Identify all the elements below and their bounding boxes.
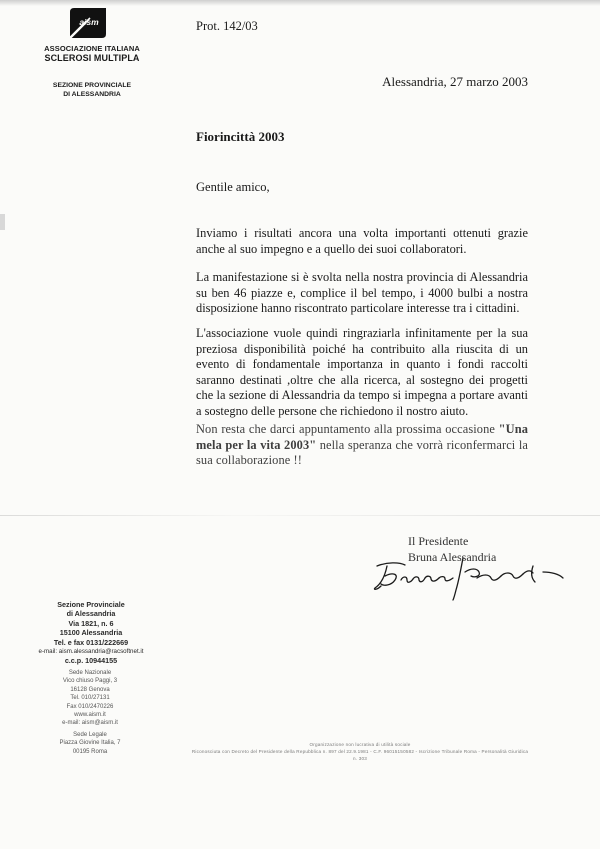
national-line-4: Tel. 010/27131 [70, 695, 110, 702]
scan-mark [0, 214, 5, 230]
address-line-1: Sezione Provinciale [57, 600, 125, 609]
paragraph-3: L'associazione vuole quindi ringraziarla infinitamente per la sua preziosa disponibilità poiché ha contribuito alla riuscita di un evento di fondamentale importanza in quanto i fondi raccolti saranno destinati ,oltre che alla ricerca, al sostegno dei progetti che la sezione di Alessandria da tempo si impegna a portare avanti a sostegno delle persone che richiedono il nostro aiuto. [196, 326, 528, 418]
national-line-1: Sede Nazionale [68, 670, 112, 676]
event-name: "Una mela per la vita 2003" [196, 422, 528, 452]
logo-text: aism [79, 17, 99, 27]
paragraph-2: La manifestazione si è svolta nella nostra provincia di Alessandria su ben 46 piazze e, complice il bel tempo, i 4000 bulbi a nostra disposizione hanno riscontrato particolare interesse tra i cittadini. [196, 270, 528, 315]
address-line-2: di Alessandria [66, 609, 116, 619]
address-line-5: Tel. e fax 0131/222669 [53, 637, 129, 647]
address-line-3: Via 1821, n. 6 [68, 618, 114, 628]
handwritten-signature [365, 552, 575, 602]
paragraph-4 [196, 422, 528, 469]
protocol-number: Prot. 142/03 [196, 19, 258, 33]
greeting: Gentile amico, [196, 180, 270, 194]
organization-name [36, 44, 148, 63]
signoff-name: Bruna Alessandria [408, 550, 497, 564]
org-line-1: ASSOCIAZIONE ITALIANA [44, 44, 140, 53]
national-line-7: e-mail: aism@aism.it [62, 720, 118, 727]
address-email: e-mail: aism.alessandria@racsoftnet.it [38, 648, 144, 656]
paragraph-4-part-1: Non resta che darci appuntamento alla prossima occasione [196, 422, 499, 436]
national-line-6: www.aism.it [74, 712, 106, 719]
national-line-2: Vico chiuso Paggi, 3 [62, 678, 118, 685]
legal-line-3: 00195 Roma [72, 748, 108, 755]
legal-office-address [40, 731, 140, 756]
national-line-5: Fax 010/2470226 [66, 703, 114, 710]
letter-date: Alessandria, 27 marzo 2003 [382, 74, 528, 89]
aism-logo [66, 4, 108, 40]
paragraph-1: Inviamo i risultati ancora una volta importanti ottenuti grazie anche al suo impegno e a quello dei suoi collaboratori. [196, 226, 528, 256]
letter-subject: Fiorincittà 2003 [196, 129, 285, 144]
section-address [30, 600, 152, 666]
org-line-2: SCLEROSI MULTIPLA [44, 53, 140, 63]
section-line-2: DI ALESSANDRIA [63, 90, 121, 98]
section-line-1: SEZIONE PROVINCIALE [52, 82, 132, 89]
legal-line-2: Piazza Giovine Italia, 7 [59, 740, 121, 747]
legal-footer [190, 741, 530, 762]
scan-fold-line [0, 515, 600, 516]
address-line-4: 15100 Alessandria [59, 628, 123, 638]
address-postal-account: c.c.p. 10944155 [64, 656, 118, 666]
section-name [36, 82, 148, 99]
national-office-address [40, 669, 140, 728]
signoff-title: Il Presidente [408, 534, 469, 548]
footer-line-1: Organizzazione non lucrativa di utilità sociale [309, 742, 411, 747]
legal-line-1: Sede Legale [73, 732, 107, 738]
national-line-3: 16128 Genova [70, 686, 110, 693]
paragraph-4-part-2: nella speranza che vorrà riconfermarci la sua collaborazione !! [196, 437, 528, 467]
footer-line-2: Riconosciuta con Decreto del Presidente della Repubblica n. 897 del 22.9.1981 - C.F. 96015150582 - Iscrizione Tribunale Roma - Personalità Giuridica n. 303 [191, 749, 529, 761]
